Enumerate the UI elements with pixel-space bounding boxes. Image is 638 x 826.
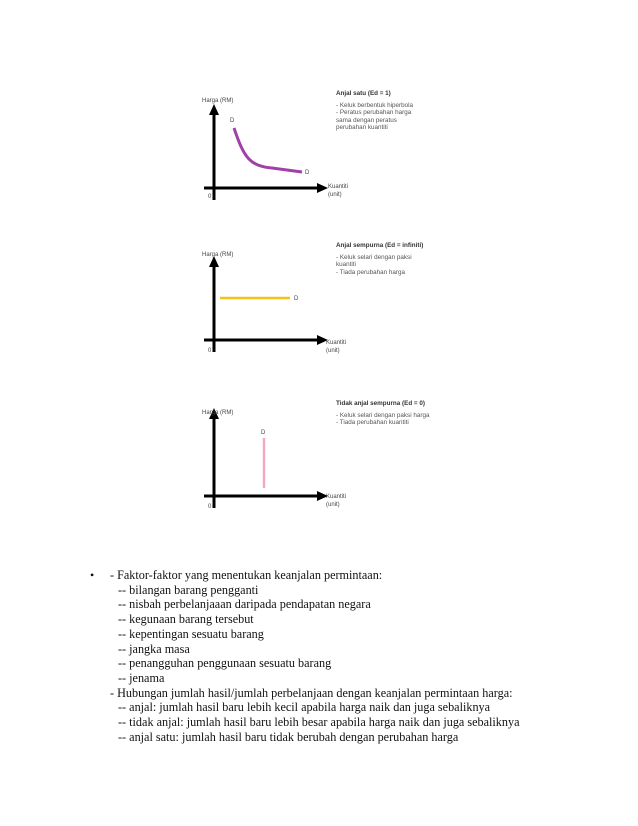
curve-label-start: D [230,118,235,124]
x-axis-label: Kuantiti [328,184,349,190]
origin-label: 0 [208,504,212,510]
curve-label-start: D [261,430,266,436]
bullet-icon: • [90,568,95,582]
chart-perfectly-inelastic [190,392,490,522]
note-line: - Tiada perubahan kuantiti [336,419,409,427]
note-line: kuantiti [336,261,356,269]
note-line: sama dengan peratus [336,116,397,124]
x-axis-unit: (unit) [326,348,340,354]
note-line: - Keluk selari dengan paksi [336,253,412,261]
note-line: - Keluk berbentuk hiperbola [336,101,414,109]
note-line: - Keluk selari dengan paksi harga [336,411,430,419]
y-axis-label: Harga (RM) [202,252,234,258]
factor-text-block [92,568,612,744]
chart-note [336,400,466,427]
factor-item: -- penangguhan penggunaan sesuatu barang [118,656,332,671]
factor-item: -- jangka masa [118,641,190,656]
factor-item: -- bilangan barang pengganti [118,582,259,597]
note-title: Anjal satu (Ed = 1) [336,90,391,97]
x-axis-label: Kuantiti [326,494,347,500]
factor-item: -- kepentingan sesuatu barang [118,626,264,641]
chart-note [336,90,466,132]
relation-heading: - Hubungan jumlah hasil/jumlah perbelanjaan dengan keanjalan permintaan harga: [110,685,513,700]
origin-label: 0 [208,194,212,200]
factor-item: -- nisbah perbelanjaaan daripada pendapatan negara [118,597,371,612]
x-axis-unit: (unit) [326,502,340,508]
x-axis-unit: (unit) [328,192,342,198]
chart-perfectly-elastic [190,240,490,370]
factor-item: -- kegunaan barang tersebut [118,612,254,627]
origin-label: 0 [208,348,212,354]
note-line: - Tiada perubahan harga [336,268,405,276]
relation-item: -- anjal satu: jumlah hasil baru tidak berubah dengan perubahan harga [118,729,459,744]
note-title: Tidak anjal sempurna (Ed = 0) [336,400,425,407]
y-axis-label: Harga (RM) [202,98,234,104]
factor-item: -- jenama [118,670,165,685]
x-axis-label: Kuantiti [326,340,347,346]
relation-item: -- tidak anjal: jumlah hasil baru lebih besar apabila harga naik dan juga sebaliknya [118,715,520,730]
factors-heading: - Faktor-faktor yang menentukan keanjalan permintaan: [110,568,383,582]
chart-unit-elastic [190,88,490,218]
x-axis-arrow [317,183,328,193]
chart-note [336,242,466,276]
note-title: Anjal sempurna (Ed = infiniti) [336,242,424,249]
note-line: - Peratus perubahan harga [336,109,412,117]
y-axis-arrow [209,104,219,115]
curve-label-end: D [305,170,310,176]
demand-curve [234,128,302,172]
relation-item: -- anjal: jumlah hasil baru lebih kecil apabila harga naik dan juga sebaliknya [118,700,491,715]
y-axis-label: Harga (RM) [202,410,234,416]
curve-label-end: D [294,296,299,302]
note-line: perubahan kuantiti [336,124,388,132]
